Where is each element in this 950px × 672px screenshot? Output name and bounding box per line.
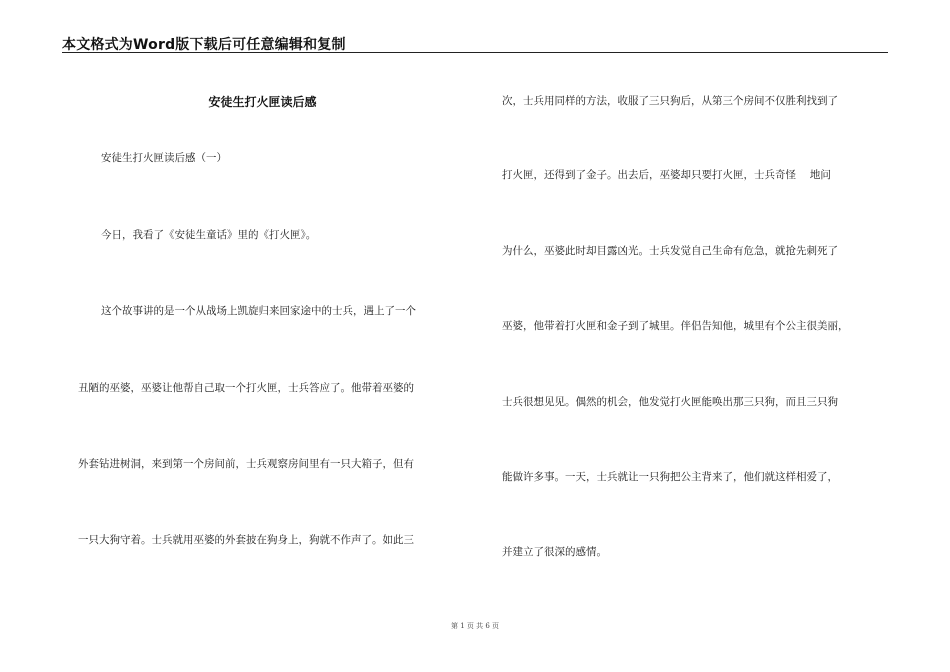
right-paragraph-line: 次，士兵用同样的方法，收服了三只狗后，从第三个房间不仅胜利找到了 <box>502 95 838 107</box>
left-paragraph-line: 安徒生打火匣读后感（一） <box>101 152 227 164</box>
document-title: 安徒生打火匣读后感 <box>208 95 317 109</box>
left-paragraph-line: 外套钻进树洞，来到第一个房间前，士兵观察房间里有一只大箱子，但有 <box>78 458 414 470</box>
left-paragraph-line: 今日，我看了《安徒生童话》里的《打火匣》。 <box>101 229 317 241</box>
header-divider <box>62 52 888 53</box>
right-paragraph-line: 巫婆，他带着打火匣和金子到了城里。伴侣告知他，城里有个公主很美丽， <box>502 320 849 332</box>
left-paragraph-line: 丑陋的巫婆，巫婆让他帮自己取一个打火匣，士兵答应了。他带着巫婆的 <box>78 382 414 394</box>
right-paragraph-line: 为什么，巫婆此时却目露凶光。士兵发觉自己生命有危急，就抢先刺死了 <box>502 245 838 257</box>
right-paragraph-line: 能做许多事。一天，士兵就让一只狗把公主背来了，他们就这样相爱了， <box>502 471 838 483</box>
left-paragraph-line: 一只大狗守着。士兵就用巫婆的外套披在狗身上，狗就不作声了。如此三 <box>78 534 414 546</box>
document-header-title: 本文格式为Word版下载后可任意编辑和复制 <box>62 37 346 53</box>
page-number-footer: 第 1 页 共 6 页 <box>450 622 500 630</box>
right-paragraph-line: 打火匣，还得到了金子。出去后，巫婆却只要打火匣，士兵奇怪 地问 <box>502 169 831 181</box>
left-paragraph-line: 这个故事讲的是一个从战场上凯旋归来回家途中的士兵，遇上了一个 <box>101 305 416 317</box>
right-paragraph-line: 士兵很想见见。偶然的机会，他发觉打火匣能唤出那三只狗，而且三只狗 <box>502 396 838 408</box>
right-paragraph-line: 并建立了很深的感情。 <box>502 546 607 558</box>
